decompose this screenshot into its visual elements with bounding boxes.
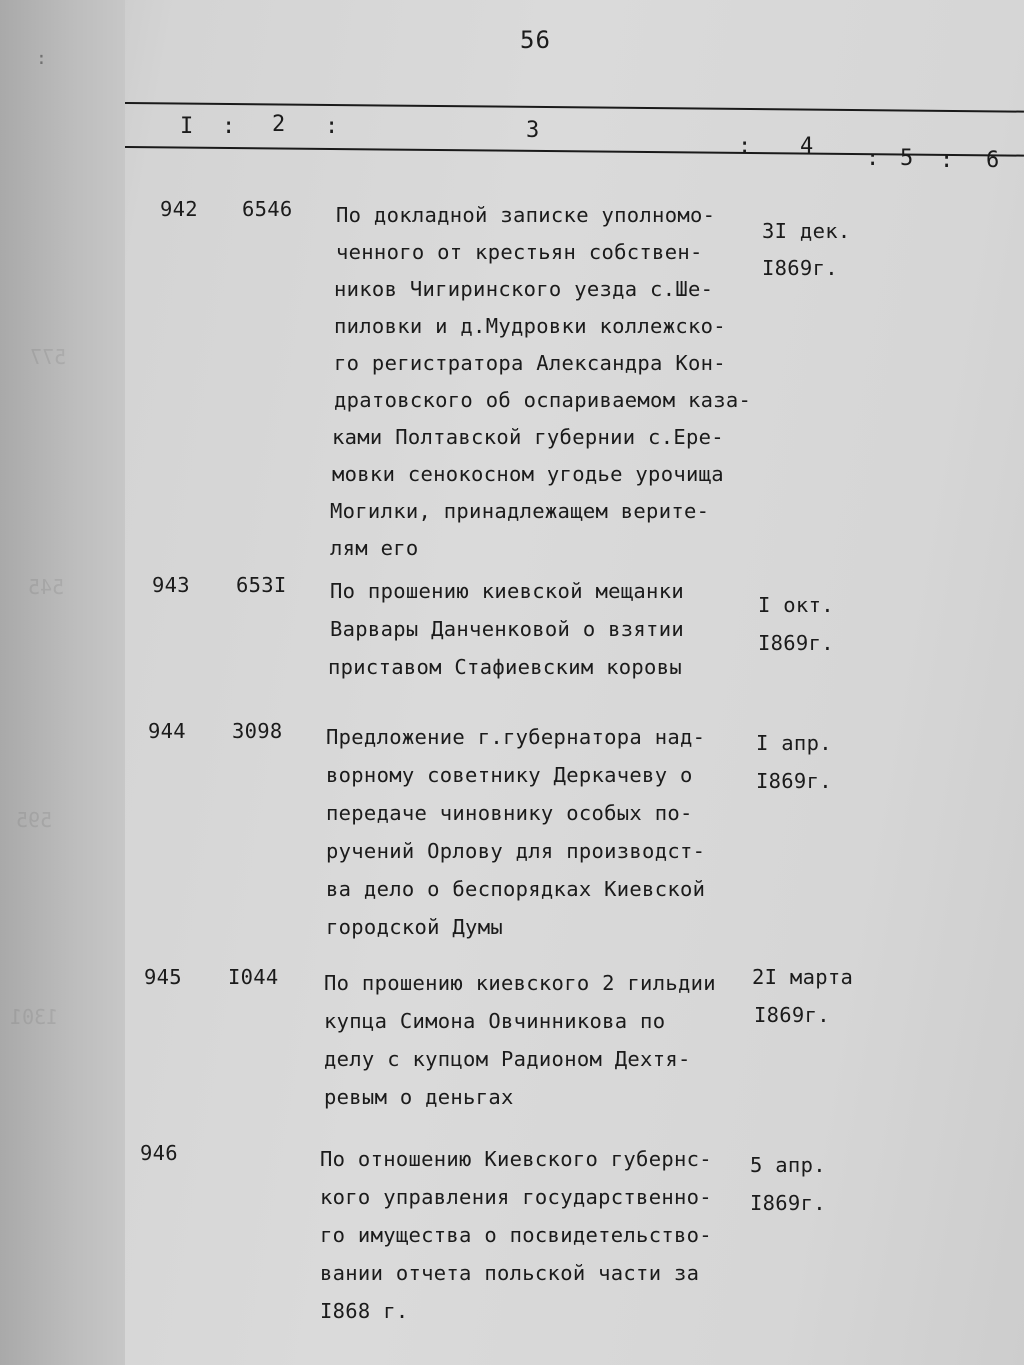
entry-description-line: передаче чиновнику особых по- [326, 801, 693, 825]
bleed-through-text: 577 [30, 345, 67, 369]
entry-description-line: ников Чигиринского уезда с.Ше- [334, 277, 714, 301]
header-rule-bottom [125, 146, 1024, 157]
header-col-1: I [180, 114, 194, 139]
entry-description-line: По докладной записке уполномо- [336, 203, 716, 227]
header-col-4: 4 [800, 134, 814, 159]
entry-description-line: ва дело о беспорядках Киевской [326, 877, 706, 901]
entry-description-line: Варвары Данченковой о взятии [330, 617, 684, 641]
entry-date: 3I дек. [762, 219, 851, 243]
header-col-2: 2 [272, 112, 286, 137]
header-separator: : [325, 114, 339, 139]
entry-description-line: приставом Стафиевским коровы [328, 655, 682, 679]
header-col-3: 3 [526, 118, 540, 143]
entry-date: 2I марта [752, 965, 854, 989]
entry-date: I апр. [756, 731, 832, 755]
entry-description-line: го имущества о посвидетельство- [320, 1223, 712, 1247]
entry-description-line: I868 г. [320, 1299, 409, 1323]
header-separator: : [940, 148, 954, 173]
entry-date: I окт. [758, 593, 834, 617]
header-separator: : [866, 146, 880, 171]
entry-case-number: 3098 [232, 719, 283, 743]
entry-description-line: ревым о деньгах [324, 1085, 514, 1109]
entry-description-line: ками Полтавской губернии с.Ере- [332, 425, 724, 449]
entry-description-line: пиловки и д.Мудровки коллежско- [334, 314, 726, 338]
entry-description-line: По отношению Киевского губернс- [320, 1147, 712, 1171]
entry-description-line: го регистратора Александра Кон- [334, 351, 726, 375]
header-col-6: 6 [986, 148, 1000, 173]
entry-description-line: мовки сенокосном угодье урочища [332, 462, 724, 486]
entry-date: I869г. [762, 256, 838, 280]
header-separator: : [222, 114, 236, 139]
entry-case-number: I044 [228, 965, 279, 989]
entry-number: 946 [140, 1141, 178, 1165]
entry-number: 944 [148, 719, 186, 743]
entry-description-line: ворному советнику Деркачеву о [326, 763, 693, 787]
header-rule-top [125, 102, 1024, 113]
bleed-through-text: 595 [16, 808, 53, 832]
bleed-through-text: 1301 [10, 1005, 59, 1029]
entry-case-number: 653I [236, 573, 287, 597]
entry-description-line: купца Симона Овчинникова по [324, 1009, 666, 1033]
header-col-5: 5 [900, 146, 914, 171]
entry-description-line: дратовского об оспариваемом каза- [334, 388, 752, 412]
entry-date: I869г. [756, 769, 832, 793]
margin-mark: : [36, 48, 47, 69]
bleed-through-text: 545 [28, 575, 65, 599]
entry-description-line: лям его [330, 536, 419, 560]
entry-description-line: Предложение г.губернатора над- [326, 725, 706, 749]
entry-description-line: делу с купцом Радионом Дехтя- [324, 1047, 691, 1071]
entry-description-line: ченного от крестьян собствен- [336, 240, 703, 264]
entry-case-number: 6546 [242, 197, 293, 221]
entry-date: I869г. [754, 1003, 830, 1027]
entry-description-line: городской Думы [326, 915, 503, 939]
header-separator: : [738, 134, 752, 159]
entry-number: 943 [152, 573, 190, 597]
entry-description-line: По прошению киевской мещанки [330, 579, 684, 603]
entry-date: I869г. [750, 1191, 826, 1215]
entry-number: 942 [160, 197, 198, 221]
entry-description-line: кого управления государственно- [320, 1185, 712, 1209]
entry-number: 945 [144, 965, 182, 989]
entry-date: 5 апр. [750, 1153, 826, 1177]
entry-description-line: вании отчета польской части за [320, 1261, 700, 1285]
entry-date: I869г. [758, 631, 834, 655]
left-page-margin [0, 0, 125, 1365]
entry-description-line: Могилки, принадлежащем верите- [330, 499, 710, 523]
entry-description-line: ручений Орлову для производст- [326, 839, 706, 863]
page-number: 56 [520, 26, 551, 54]
entry-description-line: По прошению киевского 2 гильдии [324, 971, 716, 995]
